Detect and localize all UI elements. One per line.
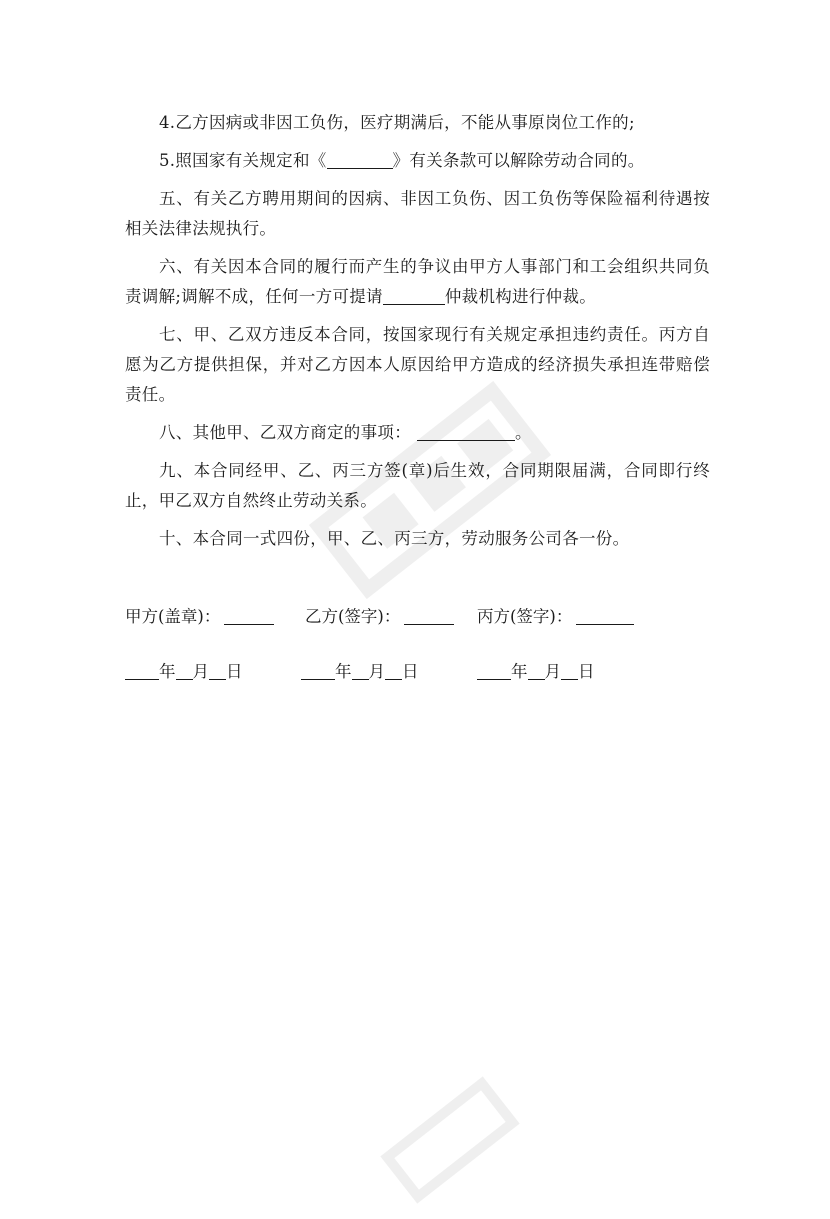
clause-seven-text: 七、甲、乙双方违反本合同，按国家现行有关规定承担违约责任。丙方自愿为乙方提供担保，并对乙方因本人原因给甲方造成的经济损失承担连带赔偿责任。	[125, 325, 710, 404]
party-c-month-blank[interactable]	[528, 661, 545, 680]
clause-eight-text-b: 。	[515, 423, 532, 442]
clause-nine	[125, 456, 710, 516]
watermark-logo-bottom	[367, 1061, 533, 1218]
day-label: 日	[402, 662, 419, 681]
month-label: 月	[544, 662, 561, 681]
party-a-date	[125, 659, 243, 685]
party-c-signature	[477, 604, 634, 630]
clause-4	[125, 108, 710, 138]
clause-six	[125, 252, 710, 312]
clause-five	[125, 184, 710, 244]
contract-body	[125, 108, 710, 562]
party-b-day-blank[interactable]	[385, 661, 402, 680]
party-a-signature	[125, 604, 274, 630]
day-label: 日	[226, 662, 243, 681]
party-a-day-blank[interactable]	[209, 661, 226, 680]
party-c-date	[477, 659, 595, 685]
year-label: 年	[335, 662, 352, 681]
clause-eight-text-a: 八、其他甲、乙双方商定的事项：	[159, 423, 411, 442]
clause-seven	[125, 320, 710, 410]
party-c-day-blank[interactable]	[561, 661, 578, 680]
party-a-blank[interactable]	[224, 606, 274, 625]
clause-5	[125, 146, 710, 176]
month-label: 月	[192, 662, 209, 681]
arbitration-blank[interactable]	[383, 286, 445, 305]
year-label: 年	[511, 662, 528, 681]
month-label: 月	[368, 662, 385, 681]
party-c-label: 丙方(签字)：	[477, 607, 573, 626]
clause-eight	[125, 418, 710, 448]
party-b-signature	[305, 604, 454, 630]
clause-nine-text: 九、本合同经甲、乙、丙三方签(章)后生效，合同期限届满，合同即行终止，甲乙双方自然终止劳动关系。	[125, 461, 710, 510]
year-label: 年	[159, 662, 176, 681]
clause-5-text-a: 5.照国家有关规定和《	[159, 151, 327, 170]
clause-ten	[125, 524, 710, 554]
other-matters-blank[interactable]	[417, 422, 515, 441]
clause-six-text-b: 仲裁机构进行仲裁。	[444, 287, 597, 306]
party-b-month-blank[interactable]	[352, 661, 369, 680]
party-b-date	[301, 659, 419, 685]
day-label: 日	[578, 662, 595, 681]
clause-five-text: 五、有关乙方聘用期间的因病、非因工负伤、因工负伤等保险福利待遇按相关法律法规执行。	[125, 189, 710, 238]
party-c-blank[interactable]	[576, 606, 634, 625]
party-b-blank[interactable]	[404, 606, 454, 625]
clause-six-text-a: 六、有关因本合同的履行而产生的争议由甲方人事部门和工会组织共同负责调解;调解不成，任何一方可提请	[125, 257, 710, 306]
clause-5-text-b: 》有关条款可以解除劳动合同的。	[392, 151, 645, 170]
party-a-label: 甲方(盖章)：	[125, 607, 221, 626]
party-a-month-blank[interactable]	[176, 661, 193, 680]
party-c-year-blank[interactable]	[477, 661, 511, 680]
clause-4-text: 4.乙方因病或非因工负伤，医疗期满后，不能从事原岗位工作的;	[159, 113, 635, 132]
party-b-label: 乙方(签字)：	[305, 607, 401, 626]
clause-ten-text: 十、本合同一式四份，甲、乙、丙三方，劳动服务公司各一份。	[159, 529, 630, 548]
law-name-blank[interactable]	[327, 150, 393, 169]
party-a-year-blank[interactable]	[125, 661, 159, 680]
party-b-year-blank[interactable]	[301, 661, 335, 680]
